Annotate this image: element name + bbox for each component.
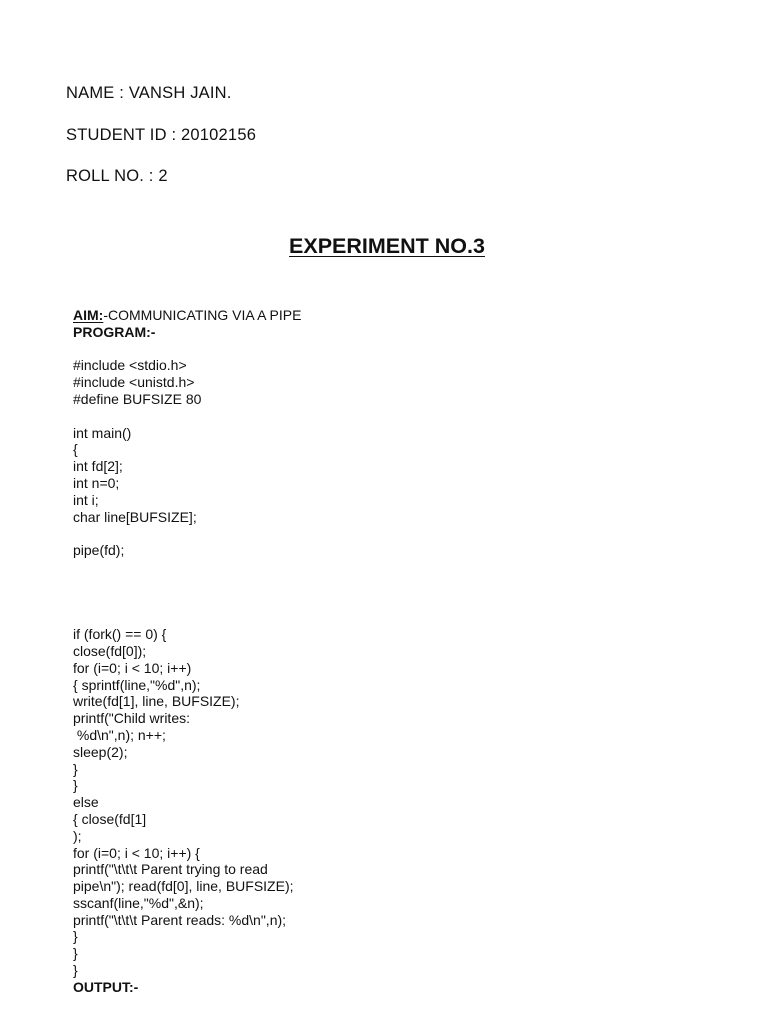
code-line [73, 525, 733, 542]
code-line: int fd[2]; [73, 458, 123, 475]
student-id: STUDENT ID : 20102156 [66, 126, 257, 144]
code-line: printf("Child writes: [73, 710, 190, 727]
code-line [73, 576, 733, 593]
aim-text: -COMMUNICATING VIA A PIPE [103, 307, 302, 323]
code-line [73, 559, 733, 576]
code-line: #include <unistd.h> [73, 374, 195, 391]
code-line: int i; [73, 491, 99, 508]
code-line: printf("\t\t\t Parent trying to read [73, 861, 268, 878]
code-line: write(fd[1], line, BUFSIZE); [73, 693, 240, 710]
code-line: pipe(fd); [73, 542, 125, 559]
experiment-title: EXPERIMENT NO.3 [289, 234, 485, 258]
code-line: sscanf(line,"%d",&n); [73, 894, 204, 911]
aim-label: AIM: [73, 307, 104, 323]
code-line: for (i=0; i < 10; i++) [73, 659, 192, 676]
code-line: %d\n",n); n++; [73, 726, 166, 743]
code-line: } [73, 760, 78, 777]
code-line: close(fd[0]); [73, 642, 147, 659]
code-line: char line[BUFSIZE]; [73, 508, 197, 525]
code-line: int n=0; [73, 474, 120, 491]
code-line: } [73, 962, 78, 979]
code-line: if (fork() == 0) { [73, 626, 167, 643]
code-line: else [73, 794, 99, 811]
code-line: printf("\t\t\t Parent reads: %d\n",n); [73, 911, 287, 928]
code-line: } [73, 928, 78, 945]
code-line [73, 593, 733, 610]
code-line: ); [73, 827, 82, 844]
student-name: NAME : VANSH JAIN. [66, 84, 232, 102]
code-line: } [73, 777, 78, 794]
code-line: } [73, 945, 78, 962]
code-line: { [73, 441, 78, 458]
program-label: PROGRAM:- [73, 323, 156, 340]
roll-number: ROLL NO. : 2 [66, 167, 168, 185]
code-line: { sprintf(line,"%d",n); [73, 676, 201, 693]
output-label: OUTPUT:- [73, 979, 139, 995]
code-line: { close(fd[1] [73, 810, 147, 827]
code-line [73, 609, 733, 626]
code-line: pipe\n"); read(fd[0], line, BUFSIZE); [73, 878, 294, 895]
code-line: for (i=0; i < 10; i++) { [73, 844, 200, 861]
code-line [73, 408, 733, 425]
code-block [73, 341, 733, 979]
code-line: #define BUFSIZE 80 [73, 390, 202, 407]
code-line: int main() [73, 424, 132, 441]
program-section [73, 307, 733, 979]
code-line [73, 341, 733, 358]
code-line: sleep(2); [73, 743, 128, 760]
aim-line [73, 307, 733, 324]
code-line: #include <stdio.h> [73, 357, 187, 374]
